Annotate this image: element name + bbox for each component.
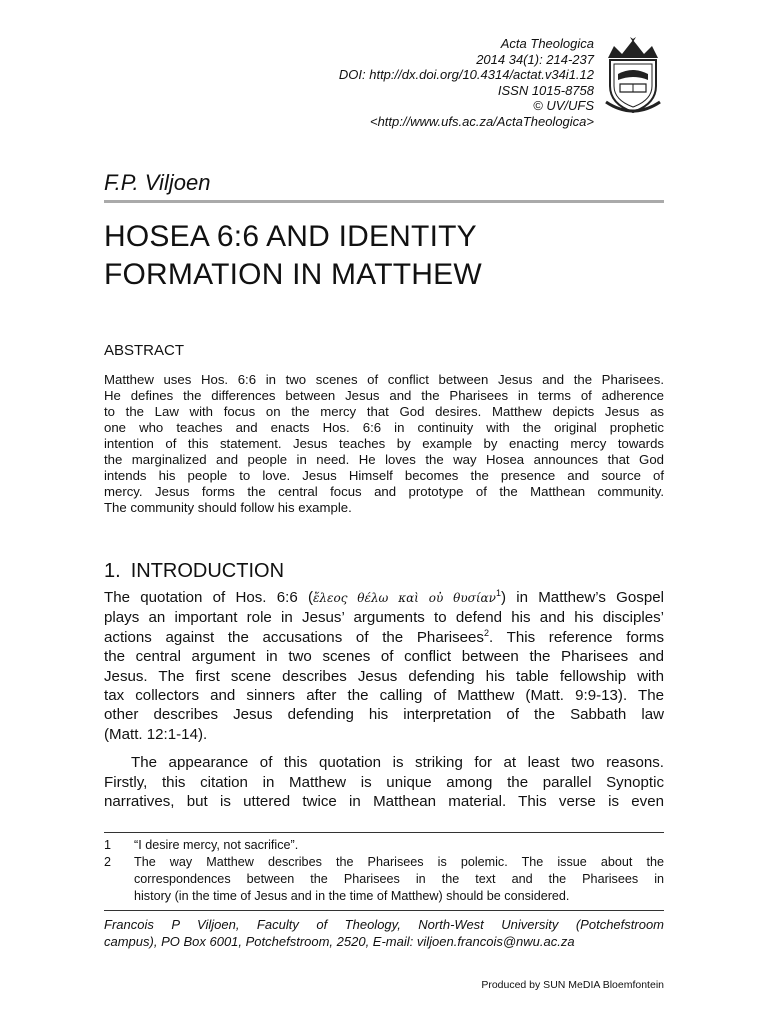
- body-line: (Matt. 12:1-14).: [104, 725, 208, 743]
- footnote-line: correspondences between the Pharisees in the text and the Pharisees in: [134, 872, 664, 886]
- footnote: [104, 854, 664, 905]
- body-line: tax collectors and sinners after the calling of Matthew (Matt. 9:9-13). The: [104, 687, 664, 705]
- footnote-rule: [104, 832, 664, 833]
- footnote-ref[interactable]: 2: [483, 627, 489, 638]
- section-heading: [104, 560, 284, 583]
- author-affiliation: [104, 916, 664, 950]
- abstract-line: He defines the differences between Jesus and the Pharisees in terms of adherence: [104, 388, 664, 403]
- footnotes: [104, 837, 664, 905]
- abstract-line: the marginalized and people in need. He loves the way Hosea announces that God: [104, 452, 664, 467]
- author-name: F.P. Viljoen: [104, 170, 211, 195]
- body-line: other describes Jesus defending his interpretation of the Sabbath law: [104, 706, 664, 724]
- journal-info: [339, 36, 594, 130]
- footnote-line: history (in the time of Jesus and in the time of Matthew) should be considered.: [134, 889, 570, 903]
- title-rule: [104, 200, 664, 203]
- body-line: the central argument in two scenes of conflict between the Pharisees and: [104, 648, 664, 666]
- body-line: narratives, but is uttered twice in Matthean material. This verse is even: [104, 793, 664, 811]
- footnote-ref[interactable]: 1: [495, 587, 501, 598]
- body-line: [104, 628, 664, 647]
- journal-url[interactable]: <http://www.ufs.ac.za/ActaTheologica>: [369, 113, 594, 129]
- body-line: plays an important role in Jesus’ arguments to defend his and his disciples’: [104, 609, 664, 627]
- section-number: 1.: [104, 560, 121, 582]
- text-run: . This reference forms: [489, 628, 664, 646]
- journal-copyright: © UV/UFS: [533, 98, 594, 114]
- footnote: [104, 837, 664, 854]
- journal-doi[interactable]: DOI: http://dx.doi.org/10.4314/actat.v34i1.12: [338, 67, 594, 83]
- body-line: Firstly, this citation in Matthew is unique among the parallel Synoptic: [104, 773, 664, 791]
- produced-by: Produced by SUN MeDIA Bloemfontein: [481, 979, 664, 991]
- title-line: HOSEA 6:6 AND IDENTITY: [104, 220, 477, 253]
- text-run: actions against the accusations of the Pharisees: [104, 628, 484, 646]
- greek-quote: ἔλεος θέλω καὶ οὐ θυσίαν: [312, 591, 496, 605]
- journal-volume: 2014 34(1): 214-237: [476, 51, 594, 67]
- journal-issn: ISSN 1015-8758: [497, 82, 594, 98]
- body-line: [104, 588, 664, 608]
- article-title: [104, 218, 482, 294]
- paragraph-gap: [104, 744, 664, 753]
- body-line: Jesus. The first scene describes Jesus defending his table fellowship with: [104, 667, 664, 685]
- footnote-number: 2: [104, 855, 112, 869]
- affiliation-rule: [104, 910, 664, 911]
- affiliation-line: Francois P Viljoen, Faculty of Theology, North-West University (Potchefstroom: [104, 917, 664, 932]
- affiliation-line: campus), PO Box 6001, Potchefstroom, 2520, E-mail: viljoen.francois@nwu.ac.za: [104, 934, 575, 949]
- footnote-line: “I desire mercy, not sacrifice”.: [134, 838, 299, 852]
- body-line: The appearance of this quotation is striking for at least two reasons.: [131, 754, 664, 772]
- abstract-line: Matthew uses Hos. 6:6 in two scenes of conflict between Jesus and the Pharisees.: [104, 372, 664, 387]
- text-run: The quotation of Hos. 6:6 (: [104, 589, 313, 606]
- abstract-line: one who teaches and enacts Hos. 6:6 in continuity with the original prophetic: [104, 420, 664, 435]
- abstract-line: mercy. Jesus forms the central focus and prototype of the Matthean community.: [104, 484, 664, 499]
- abstract-line: The community should follow his example.: [104, 500, 352, 515]
- title-line: FORMATION IN MATTHEW: [104, 258, 482, 291]
- footnote-line: The way Matthew describes the Pharisees is polemic. The issue about the: [134, 855, 664, 869]
- introduction-text: [104, 588, 664, 811]
- abstract-line: intends his people to love. Jesus Himself becomes the presence and source of: [104, 468, 664, 483]
- footnote-number: 1: [104, 838, 112, 852]
- university-crest-icon: [600, 36, 666, 116]
- text-run: ) in Matthew’s Gospel: [500, 589, 664, 606]
- abstract-line: to the Law with focus on the mercy that God desires. Matthew depicts Jesus as: [104, 404, 664, 419]
- section-title: INTRODUCTION: [130, 560, 285, 582]
- abstract-line: intention of this statement. Jesus teaches by example by enacting mercy towards: [104, 436, 664, 451]
- footnote-text: [134, 854, 664, 905]
- abstract-body: [104, 372, 664, 516]
- footnote-text: [134, 837, 664, 854]
- journal-name: Acta Theologica: [500, 36, 594, 51]
- abstract-heading: ABSTRACT: [104, 342, 185, 359]
